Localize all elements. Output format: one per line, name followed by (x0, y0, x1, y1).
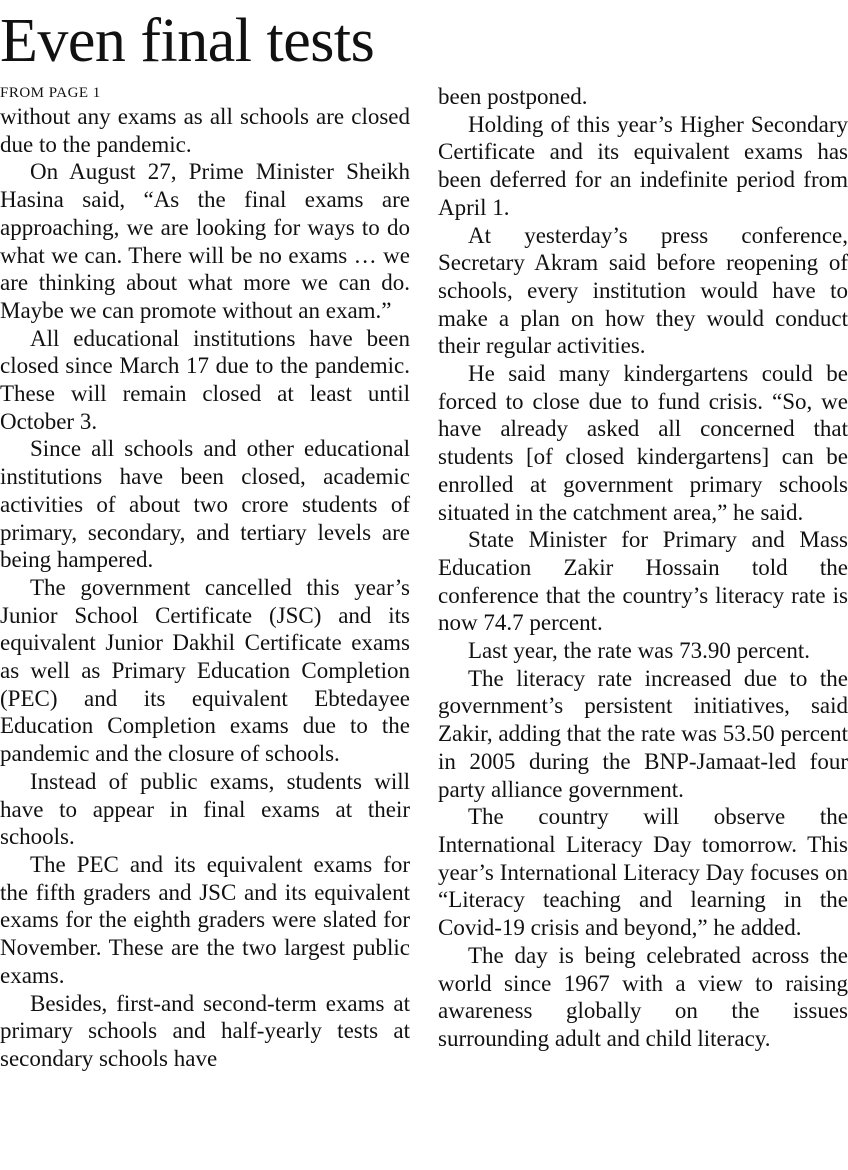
paragraph: Besides, first-and second-term exams at primary schools and half-yearly tests at secondary schools have (0, 990, 410, 1071)
paragraph: Holding of this year’s Higher Secondary Certificate and its equivalent exams has been deferred for an indefinite period from April 1. (438, 111, 848, 220)
paragraph: The government cancelled this year’s Junior School Certificate (JSC) and its equivalent Junior Dakhil Certificate exams as well as Primary Education Completion (PEC) and its equivalent Ebtedayee Education Completion exams due to the pandemic and the closure of schools. (0, 574, 410, 767)
headline: Even final tests (0, 7, 375, 75)
paragraph: On August 27, Prime Minister Sheikh Hasina said, “As the final exams are approaching, we are looking for ways to do what we can. There will be no exams … we are thinking about what more we can do. Maybe we can promote without an exam.” (0, 159, 410, 323)
paragraph: Since all schools and other educational institutions have been closed, academic activities of about two crore students of primary, secondary, and tertiary levels are being hampered. (0, 436, 410, 573)
paragraph: At yesterday’s press conference, Secretary Akram said before reopening of schools, every institution would have to make a plan on how they would conduct their regular activities. (438, 222, 848, 359)
paragraph: All educational institutions have been closed since March 17 due to the pandemic. These will remain closed at least until October 3. (0, 325, 410, 434)
paragraph: State Minister for Primary and Mass Education Zakir Hossain told the conference that the country’s literacy rate is now 74.7 percent. (438, 527, 848, 636)
continuation-kicker: FROM PAGE 1 (0, 85, 101, 101)
paragraph: The country will observe the International Literacy Day tomorrow. This year’s International Literacy Day focuses on “Literacy teaching and learning in the Covid-19 crisis and beyond,” he added. (438, 804, 848, 941)
paragraph: without any exams as all schools are closed due to the pandemic. (0, 104, 410, 157)
paragraph: Instead of public exams, students will have to appear in final exams at their schools. (0, 768, 410, 850)
paragraph: The literacy rate increased due to the government’s persistent initiatives, said Zakir, adding that the rate was 53.50 percent in 2005 during the BNP-Jamaat-led four party alliance government. (438, 665, 848, 802)
paragraph: The PEC and its equivalent exams for the fifth graders and JSC and its equivalent exams for the eighth graders were slated for November. These are the two largest public exams. (0, 851, 410, 988)
paragraph: been postponed. (438, 84, 588, 109)
paragraph: He said many kindergartens could be forced to close due to fund crisis. “So, we have already asked all concerned that students [of closed kindergartens] can be enrolled at government primary schools situated in the catchment area,” he said. (438, 361, 848, 525)
article-column-right (438, 83, 848, 1053)
article-column-left (0, 83, 410, 1073)
paragraph: Last year, the rate was 73.90 percent. (468, 638, 811, 664)
paragraph: The day is being celebrated across the world since 1967 with a view to raising awareness globally on the issues surrounding adult and child literacy. (438, 942, 848, 1051)
